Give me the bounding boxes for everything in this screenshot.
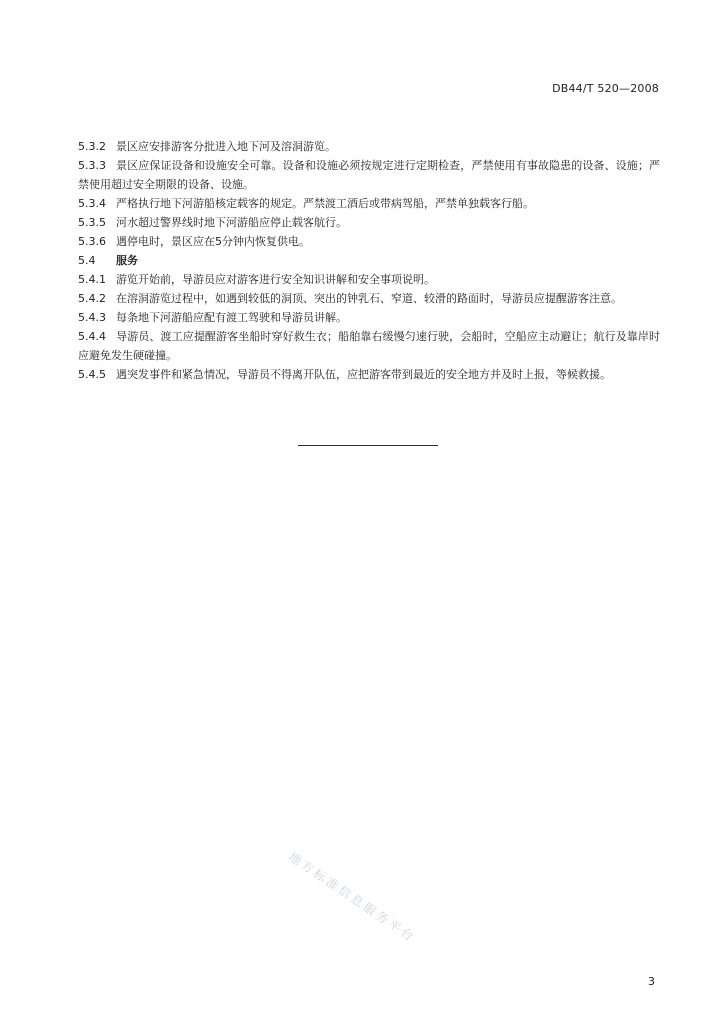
clause-number: 5.4.4: [78, 330, 106, 343]
clause-5-3-4: [78, 194, 660, 213]
clause-number: 5.4.5: [78, 368, 106, 381]
clause-text: 遇停电时，景区应在5分钟内恢复供电。: [116, 235, 310, 248]
clause-number: 5.4.3: [78, 311, 106, 324]
clause-5-3-6: [78, 232, 660, 251]
clause-5-3-2: [78, 137, 660, 156]
clause-5-4-3: [78, 308, 660, 327]
clause-5-4-5: [78, 365, 660, 384]
clause-number: 5.3.5: [78, 216, 106, 229]
clause-text: 游览开始前，导游员应对游客进行安全知识讲解和安全事项说明。: [116, 273, 435, 286]
clause-text: 遇突发事件和紧急情况，导游员不得离开队伍，应把游客带到最近的安全地方并及时上报，等候救援。: [116, 368, 611, 381]
clause-number: 5.3.3: [78, 159, 106, 172]
page-number: 3: [648, 975, 655, 988]
clause-text: 景区应安排游客分批进入地下河及溶洞游览。: [116, 140, 336, 153]
clause-number: 5.4.2: [78, 292, 106, 305]
clause-number: 5.3.6: [78, 235, 106, 248]
clause-5-4-4: [78, 327, 660, 365]
clause-text: 导游员、渡工应提醒游客坐船时穿好救生衣；船舶靠右缓慢匀速行驶，会船时，空船应主动避让；航行及靠岸时应避免发生硬碰撞。: [78, 330, 660, 362]
section-title: 服务: [116, 254, 138, 267]
section-heading: [78, 251, 660, 270]
clause-text: 严格执行地下河游船核定载客的规定。严禁渡工酒后或带病驾船，严禁单独载客行船。: [116, 197, 534, 210]
clause-text: 景区应保证设备和设施安全可靠。设备和设施必须按规定进行定期检查，严禁使用有事故隐患的设备、设施；严禁使用超过安全期限的设备、设施。: [78, 159, 660, 191]
clause-5-4-1: [78, 270, 660, 289]
clause-number: 5.3.4: [78, 197, 106, 210]
watermark: 地方标准信息服务平台: [286, 849, 419, 946]
clause-number: 5.3.2: [78, 140, 106, 153]
document-code: DB44/T 520—2008: [552, 82, 659, 95]
clause-number: 5.4.1: [78, 273, 106, 286]
clause-5-3-5: [78, 213, 660, 232]
document-body: [78, 137, 660, 384]
clause-text: 每条地下河游船应配有渡工驾驶和导游员讲解。: [116, 311, 347, 324]
clause-text: 在溶洞游览过程中，如遇到较低的洞顶、突出的钟乳石、窄道、较滑的路面时，导游员应提醒游客注意。: [116, 292, 622, 305]
clause-5-4-2: [78, 289, 660, 308]
end-of-text-rule: [298, 445, 438, 446]
clause-text: 河水超过警界线时地下河游船应停止载客航行。: [116, 216, 347, 229]
section-number: 5.4: [78, 254, 96, 267]
clause-5-3-3: [78, 156, 660, 194]
